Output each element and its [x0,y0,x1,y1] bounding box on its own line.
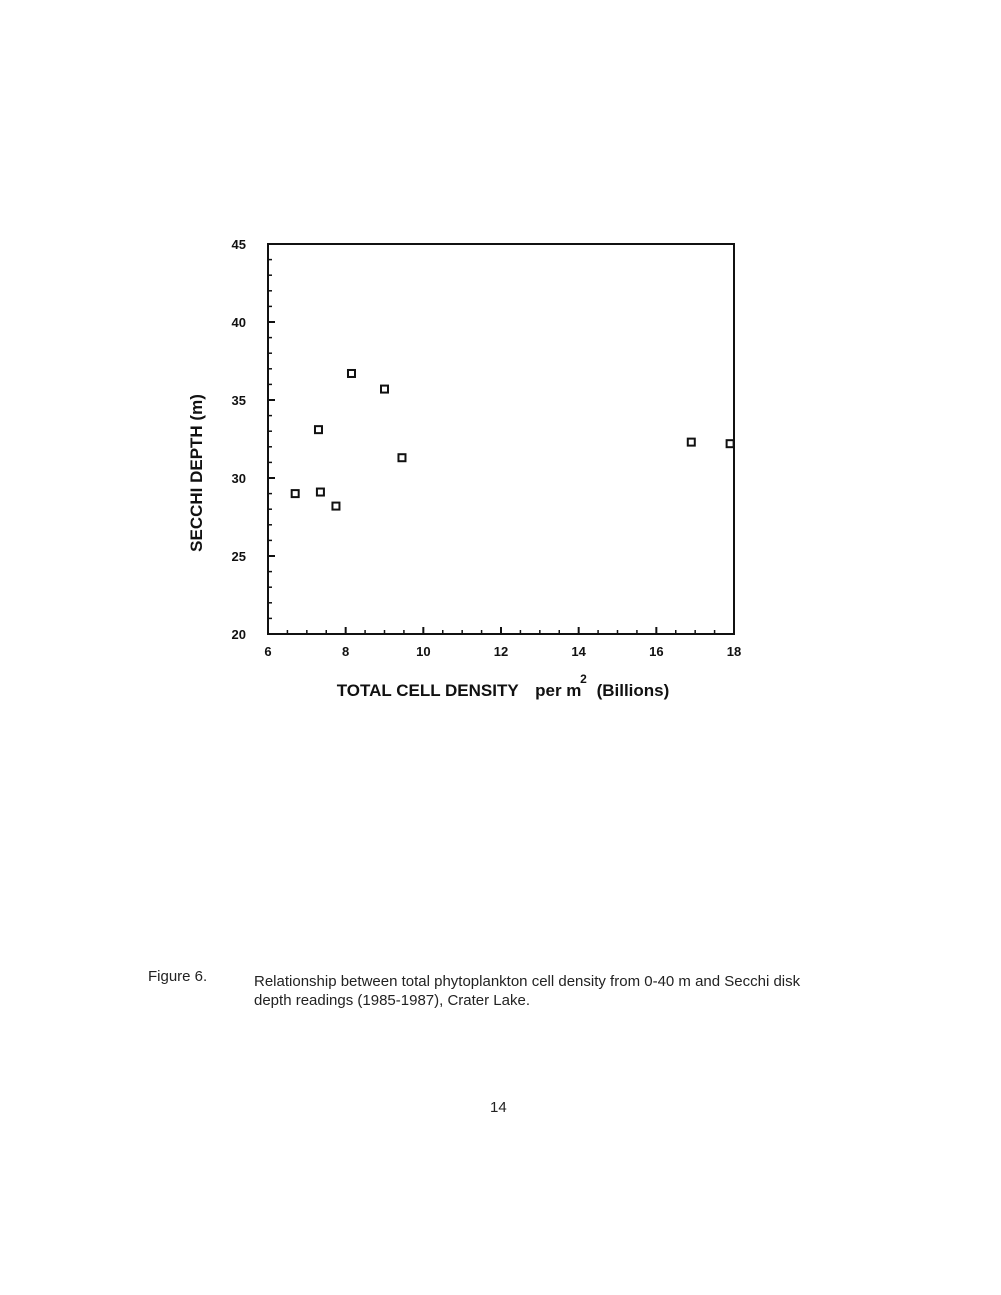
y-tick-label: 45 [231,237,246,252]
x-axis-ticks [264,627,741,659]
data-point [381,386,388,393]
x-tick-label: 6 [264,644,272,659]
figure-caption: Relationship between total phytoplankton cell density from 0-40 m and Secchi disk depth readings (1985-1987), Crater Lake. [254,973,801,1009]
page-number: 14 [490,1099,507,1116]
y-tick-label: 35 [231,393,246,408]
data-point [317,489,324,496]
x-tick-label: 12 [493,644,509,659]
y-tick-label: 25 [231,549,246,564]
y-tick-label: 20 [231,627,246,642]
x-axis-title-unit-prefix: per m [535,681,582,700]
x-axis-title-superscript: 2 [580,672,587,686]
data-point [332,503,339,510]
plot-frame [268,244,734,634]
x-axis-title [337,668,670,700]
x-axis-title-main: TOTAL CELL DENSITY [336,681,519,700]
x-tick-label: 10 [416,644,431,659]
x-tick-label: 18 [726,644,742,659]
x-tick-label: 16 [649,644,664,659]
figure-label: Figure 6. [148,968,208,985]
data-point [348,370,355,377]
data-point [292,490,299,497]
y-tick-label: 40 [231,315,246,330]
data-point [727,440,734,447]
data-point [398,454,405,461]
x-tick-label: 8 [342,644,350,659]
y-axis-title: SECCHI DEPTH (m) [187,394,206,552]
data-point [688,439,695,446]
x-axis-title-unit-suffix: (Billions) [596,681,670,700]
data-points [292,370,734,510]
data-point [315,426,322,433]
x-tick-label: 14 [571,644,586,659]
y-tick-label: 30 [231,471,246,486]
